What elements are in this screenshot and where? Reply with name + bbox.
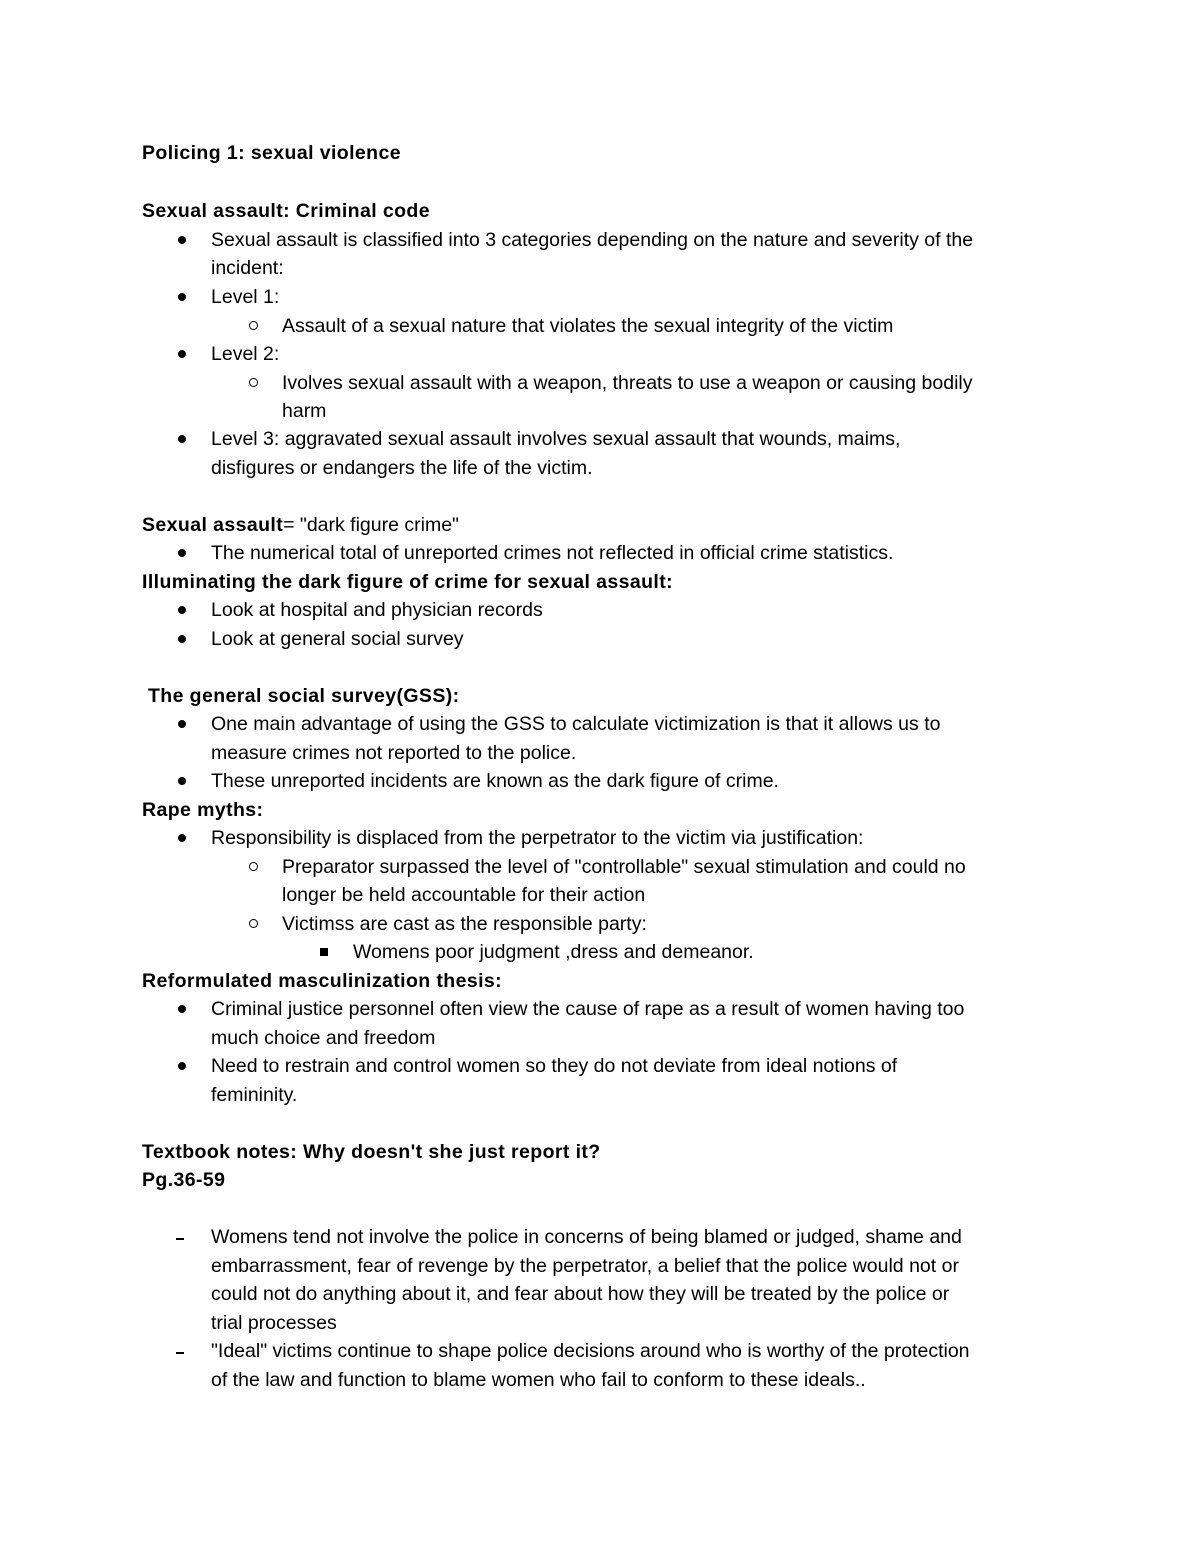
dash-item-line: trial processes	[211, 1312, 337, 1334]
sub-list-item: Assault of a sexual nature that violates the sexual integrity of the victim	[282, 315, 894, 337]
sub-list-item: Victimss are cast as the responsible party:	[282, 913, 647, 935]
square-bullet-icon	[320, 948, 328, 956]
dash-item-line: "Ideal" victims continue to shape police decisions around who is worthy of the protection	[211, 1340, 970, 1362]
list-item: Level 2:	[211, 343, 280, 365]
bullet-icon	[178, 834, 186, 842]
bullet-icon	[178, 350, 186, 358]
list-item: Level 3: aggravated sexual assault involves sexual assault that wounds, maims,	[211, 428, 901, 450]
hollow-bullet-icon	[249, 321, 258, 330]
sub-list-item-continued: longer be held accountable for their action	[282, 884, 646, 906]
bullet-icon	[178, 236, 186, 244]
sub-list-item: Preparator surpassed the level of "controllable" sexual stimulation and could no	[282, 856, 966, 878]
hollow-bullet-icon	[249, 378, 258, 387]
bullet-icon	[178, 293, 186, 301]
bullet-icon	[178, 1005, 186, 1013]
dark-figure-heading-bold: Sexual assault	[142, 514, 284, 536]
bullet-icon	[178, 777, 186, 785]
bullet-icon	[178, 549, 186, 557]
dash-bullet-icon	[176, 1352, 184, 1354]
bullet-icon	[178, 635, 186, 643]
sub-list-item: Ivolves sexual assault with a weapon, threats to use a weapon or causing bodily	[282, 372, 973, 394]
dash-item-line: of the law and function to blame women who fail to conform to these ideals..	[211, 1369, 866, 1391]
list-item: Look at general social survey	[211, 628, 464, 650]
list-item: Need to restrain and control women so they do not deviate from ideal notions of	[211, 1055, 898, 1077]
sub-list-item-continued: harm	[282, 400, 327, 422]
dark-figure-heading-rest: = "dark figure crime"	[283, 514, 459, 536]
dash-bullet-icon	[176, 1238, 184, 1240]
dash-item-line: Womens tend not involve the police in concerns of being blamed or judged, shame and	[211, 1226, 962, 1248]
page-title: Policing 1: sexual violence	[142, 142, 401, 164]
list-item: One main advantage of using the GSS to calculate victimization is that it allows us to	[211, 713, 941, 735]
list-item-continued: much choice and freedom	[211, 1027, 436, 1049]
list-item: Look at hospital and physician records	[211, 599, 543, 621]
dark-figure-heading	[142, 511, 459, 539]
rape-myths-heading: Rape myths:	[142, 799, 264, 821]
bullet-icon	[178, 606, 186, 614]
list-item: These unreported incidents are known as the dark figure of crime.	[211, 770, 779, 792]
illuminating-heading: Illuminating the dark figure of crime for sexual assault:	[142, 571, 673, 593]
hollow-bullet-icon	[249, 919, 258, 928]
list-item-continued: measure crimes not reported to the police.	[211, 742, 577, 764]
sub-sub-list-item: Womens poor judgment ,dress and demeanor.	[353, 941, 754, 963]
page-range: Pg.36-59	[142, 1169, 226, 1191]
bullet-icon	[178, 720, 186, 728]
list-item: Sexual assault is classified into 3 categories depending on the nature and severity of the	[211, 229, 974, 251]
list-item-continued: disfigures or endangers the life of the victim.	[211, 457, 593, 479]
list-item: Criminal justice personnel often view the cause of rape as a result of women having too	[211, 998, 965, 1020]
criminal-code-heading: Sexual assault: Criminal code	[142, 200, 430, 222]
dash-item-line: could not do anything about it, and fear about how they will be treated by the police or	[211, 1283, 950, 1305]
hollow-bullet-icon	[249, 862, 258, 871]
dash-item-line: embarrassment, fear of revenge by the perpetrator, a belief that the police would not or	[211, 1255, 959, 1277]
bullet-icon	[178, 1062, 186, 1070]
textbook-heading: Textbook notes: Why doesn't she just report it?	[142, 1141, 601, 1163]
gss-heading: The general social survey(GSS):	[148, 685, 460, 707]
list-item: Level 1:	[211, 286, 280, 308]
masculinization-heading: Reformulated masculinization thesis:	[142, 970, 503, 992]
list-item-continued: femininity.	[211, 1084, 298, 1106]
list-item-continued: incident:	[211, 257, 284, 279]
list-item: Responsibility is displaced from the perpetrator to the victim via justification:	[211, 827, 864, 849]
list-item: The numerical total of unreported crimes not reflected in official crime statistics.	[211, 542, 894, 564]
bullet-icon	[178, 435, 186, 443]
